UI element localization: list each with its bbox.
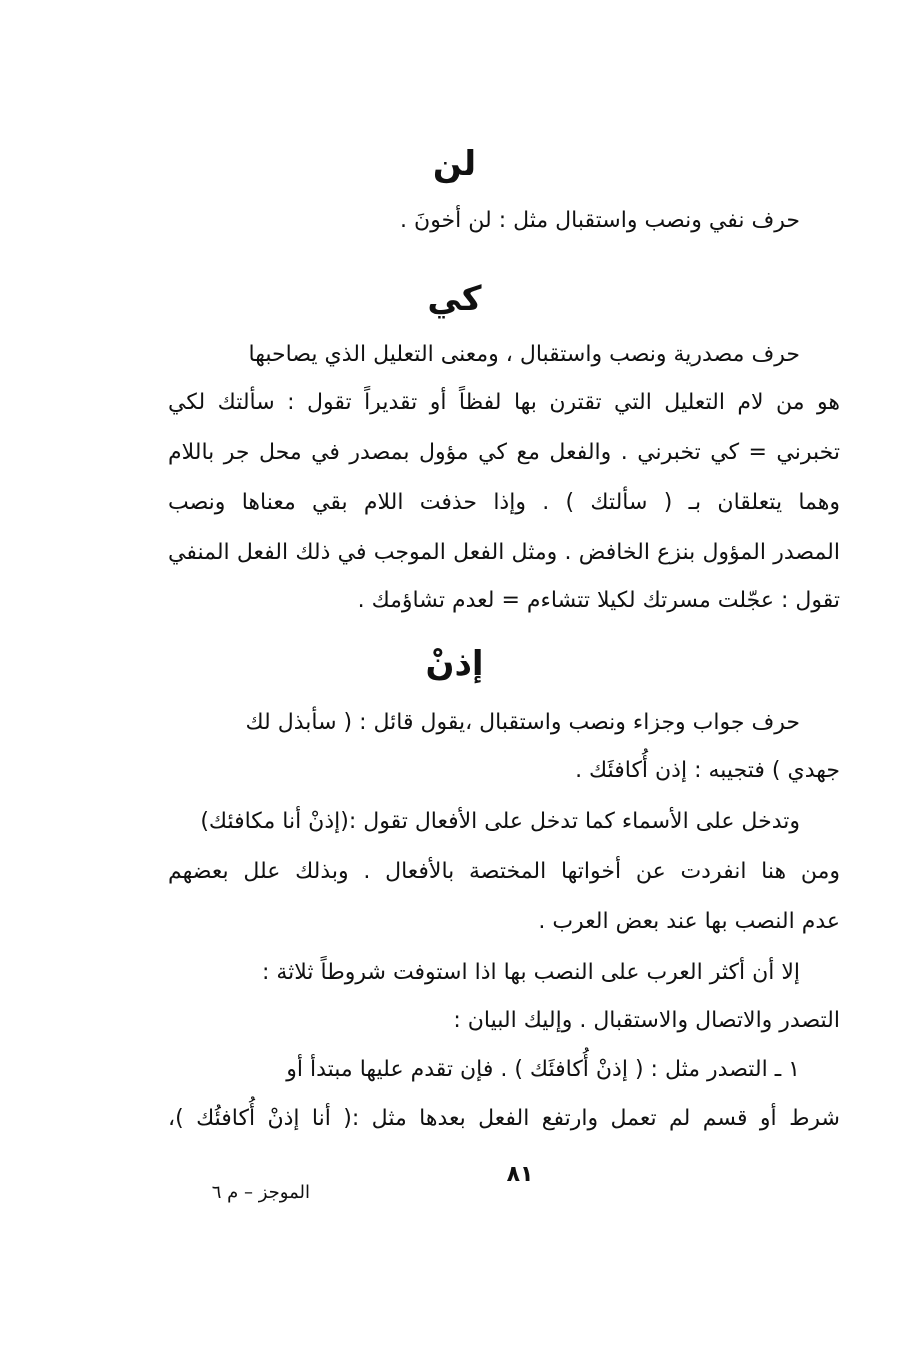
section-heading-kay: كي — [427, 279, 482, 319]
text-line: حرف نفي ونصب واستقبال مثل : لن أخونَ . — [400, 208, 800, 233]
text-line: تخبرني = كي تخبرني . والفعل مع كي مؤول بمصدر في محل جر باللام — [168, 440, 840, 465]
text-line: وتدخل على الأسماء كما تدخل على الأفعال تقول :(إذنْ أنا مكافئك) — [200, 809, 800, 834]
section-heading-lan: لن — [432, 144, 477, 184]
text-line: شرط أو قسم لم تعمل وارتفع الفعل بعدها مثل :( أنا إذنْ أُكافئُك )، — [168, 1106, 840, 1131]
text-line: إلا أن أكثر العرب على النصب بها اذا استوفت شروطاً ثلاثة : — [261, 960, 800, 985]
signature-mark: الموجز – م ٦ — [211, 1182, 310, 1203]
text-line: هو من لام التعليل التي تقترن بها لفظاً أو تقديراً تقول : سألتك لكي — [168, 390, 840, 415]
text-line: تقول : عجّلت مسرتك لكيلا تتشاءم = لعدم تشاؤمك . — [357, 588, 840, 613]
text-line: حرف مصدرية ونصب واستقبال ، ومعنى التعليل الذي يصاحبها — [248, 342, 800, 367]
text-line: حرف جواب وجزاء ونصب واستقبال ،يقول قائل : ( سأبذل لك — [245, 710, 800, 735]
text-line: التصدر والاتصال والاستقبال . وإليك البيان : — [453, 1008, 840, 1033]
text-line: المصدر المؤول بنزع الخافض . ومثل الفعل الموجب في ذلك الفعل المنفي — [168, 540, 840, 565]
text-line: ١ ـ التصدر مثل : ( إذنْ أُكافئَك ) . فإن تقدم عليها مبتدأ أو — [286, 1057, 800, 1082]
page-number: ٨١ — [506, 1162, 534, 1187]
text-line: وهما يتعلقان بـ ( سألتك ) . وإذا حذفت اللام بقي معناها ونصب — [168, 490, 840, 515]
text-line: عدم النصب بها عند بعض العرب . — [538, 909, 840, 934]
text-line: ومن هنا انفردت عن أخواتها المختصة بالأفعال . وبذلك علل بعضهم — [168, 859, 840, 884]
section-heading-idhan: إذنْ — [425, 644, 484, 684]
text-line: جهدي ) فتجيبه : إذن أُكافئَك . — [575, 758, 840, 783]
